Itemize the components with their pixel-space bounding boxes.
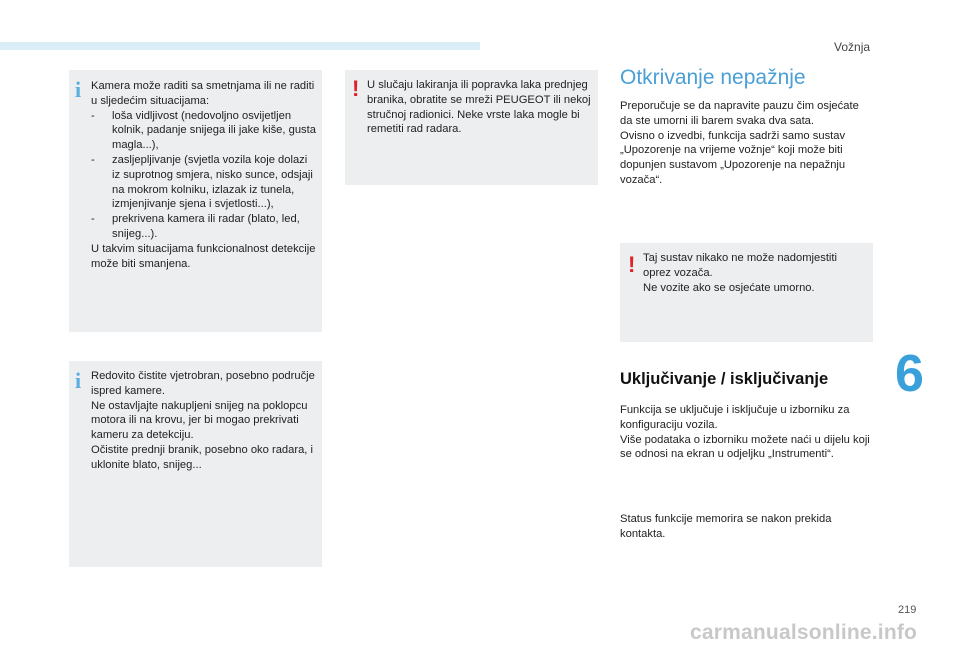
subsection-title: Uključivanje / isključivanje bbox=[620, 370, 829, 388]
running-header: Vožnja bbox=[834, 40, 871, 54]
cleaning-note bbox=[69, 361, 322, 567]
section-body: Preporučuje se da napravite pauzu čim osjećate da ste umorni ili barem svaka dva sata. Ovisno o izvedbi, funkcija sadrži samo sustav „Upozorenje na vrijeme vožnje“ koji može biti dopunjen sustavom „Upozorenje na nepažnju vozača“. bbox=[620, 100, 859, 186]
camera-conditions-note bbox=[69, 70, 322, 332]
section-title: Otkrivanje nepažnje bbox=[620, 66, 806, 89]
status-text: Status funkcije memorira se nakon prekida kontakta. bbox=[620, 513, 832, 540]
info-icon: i bbox=[75, 368, 82, 393]
bumper-paint-warning bbox=[345, 70, 598, 185]
warning-icon: ! bbox=[628, 252, 636, 277]
info-icon: i bbox=[75, 77, 82, 102]
camera-conditions-outro: U takvim situacijama funkcionalnost detekcije može biti smanjena. bbox=[91, 242, 316, 270]
list-item: - loša vidljivost (nedovoljno osvijetljen kolnik, padanje snijega ili jake kiše, gusta magla...), bbox=[91, 109, 316, 152]
watermark: carmanualsonline.info bbox=[690, 621, 918, 644]
page-number: 219 bbox=[898, 604, 917, 616]
cleaning-text: Redovito čistite vjetrobran, posebno područje ispred kamere. Ne ostavljajte nakupljeni snijeg na poklopcu motora ili na krovu, jer bi mogao prekrivati kameru za detekciju. Očistite prednji branik, posebno oko radara, i uklonite blato, snijeg... bbox=[91, 370, 315, 471]
warning-icon: ! bbox=[352, 76, 360, 101]
camera-conditions-text bbox=[91, 79, 316, 271]
top-accent-bar bbox=[0, 42, 480, 50]
subsection-body: Funkcija se uključuje i isključuje u izborniku za konfiguraciju vozila. Više podataka o izborniku možete naći u dijelu koji se odnosi na ekran u odjeljku „Instrumenti“. bbox=[620, 404, 870, 461]
driver-warning-text: Taj sustav nikako ne može nadomjestiti oprez vozača. Ne vozite ako se osjećate umorno. bbox=[643, 252, 838, 294]
chapter-number: 6 bbox=[895, 345, 924, 403]
camera-conditions-intro: Kamera može raditi sa smetnjama ili ne raditi u sljedećim situacijama: bbox=[91, 80, 315, 107]
list-item: - zasljepljivanje (svjetla vozila koje dolazi iz suprotnog smjera, nisko sunce, odsjaji na mokrom kolniku, izlazak iz tunela, izmjenjivanje sjena i svjetlosti...), bbox=[91, 153, 313, 211]
bumper-warning-text: U slučaju lakiranja ili popravka laka prednjeg branika, obratite se mreži PEUGEOT ili nekoj stručnoj radionici. Neke vrste laka mogle bi remetiti rad radara. bbox=[367, 79, 591, 136]
driver-attention-warning bbox=[620, 243, 873, 342]
list-item: - prekrivena kamera ili radar (blato, led, snijeg...). bbox=[91, 213, 300, 240]
